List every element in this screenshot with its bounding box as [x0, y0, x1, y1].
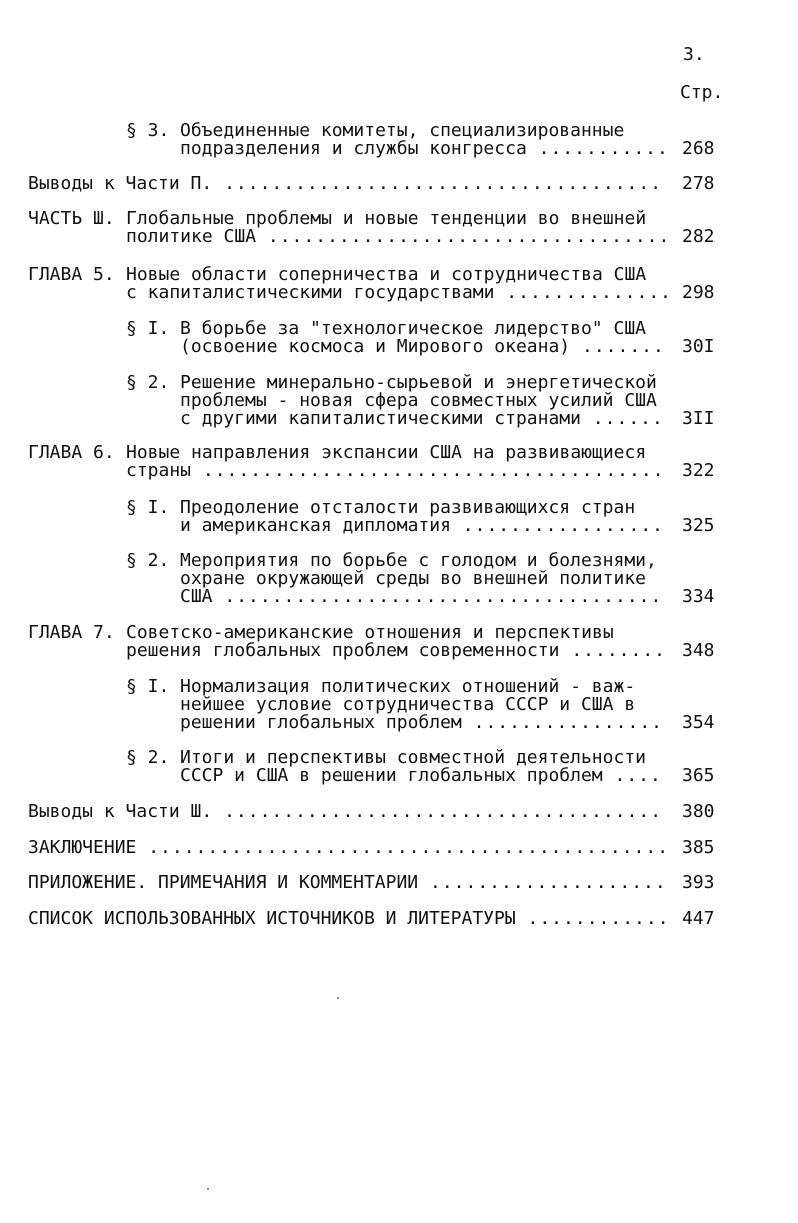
toc-entry-title — [126, 624, 666, 660]
toc-page-number: 334 — [682, 586, 715, 607]
toc-title-text: Советско-американские отношения и перспективы — [126, 622, 614, 643]
toc-title-line — [180, 767, 662, 785]
toc-entry-title — [180, 749, 662, 785]
toc-leader-dots: ................. — [450, 515, 665, 536]
toc-title-text: Новые направления экспансии США на развивающиеся — [126, 442, 647, 463]
toc-title-line — [28, 874, 667, 892]
toc-entry-prefix: ГЛАВА 7. — [28, 622, 115, 643]
toc-leader-dots: ............................................ — [136, 837, 670, 858]
toc-entry-prefix: § 2. — [126, 372, 170, 393]
toc-entry-prefix: § 2. — [126, 747, 170, 768]
toc-title-text: Объединенные комитеты, специализированные — [180, 120, 625, 141]
toc-leader-dots: ....... — [570, 336, 665, 357]
toc-title-text: Мероприятия по борьбе с голодом и болезнями, — [180, 550, 657, 571]
toc-leader-dots: ........ — [559, 640, 667, 661]
toc-page-number: 393 — [682, 872, 715, 893]
toc-page-number: 298 — [682, 282, 715, 303]
toc-title-text: СССР и США в решении глобальных проблем — [180, 765, 603, 786]
toc-entry-prefix: ГЛАВА 5. — [28, 264, 115, 285]
toc-entry-prefix: § 2. — [126, 550, 170, 571]
toc-title-text: Глобальные проблемы и новые тенденции во внешней — [126, 208, 647, 229]
toc-title-line — [180, 338, 665, 356]
toc-title-text: В борьбе за "технологическое лидерство" США — [180, 318, 646, 339]
toc-leader-dots: .................... — [418, 872, 667, 893]
toc-entry-title — [28, 839, 669, 857]
toc-title-line — [180, 140, 669, 158]
toc-leader-dots: ..................................... — [212, 801, 663, 822]
toc-leader-dots: .... — [602, 765, 662, 786]
toc-title-text: ПРИЛОЖЕНИЕ. ПРИМЕЧАНИЯ И КОММЕНТАРИИ — [28, 872, 419, 893]
toc-entry-title — [180, 374, 664, 428]
toc-title-text: Выводы к Части П. — [28, 173, 213, 194]
toc-title-line — [126, 462, 665, 480]
toc-entry-title — [180, 499, 664, 535]
toc-entry-title — [28, 910, 670, 928]
toc-leader-dots: .............. — [494, 282, 673, 303]
toc-title-text: решении глобальных проблем — [180, 712, 462, 733]
toc-title-text: с другими капиталистическими странами — [180, 408, 581, 429]
toc-title-text: подразделения и службы конгресса — [180, 138, 527, 159]
toc-title-text: решения глобальных проблем современности — [126, 640, 560, 661]
toc-title-line — [28, 175, 662, 193]
toc-page-number: 278 — [682, 173, 715, 194]
scan-speck — [337, 997, 339, 999]
toc-leader-dots: ....................................... — [191, 460, 665, 481]
toc-leader-dots: ..................................... — [212, 173, 663, 194]
toc-title-line — [28, 839, 669, 857]
toc-page-number: 385 — [682, 837, 715, 858]
scan-speck — [207, 1188, 209, 1190]
toc-title-text: Решение минерально-сырьевой и энергетической — [180, 372, 657, 393]
toc-title-line — [180, 714, 663, 732]
page-column-header: Стр. — [680, 82, 724, 103]
toc-title-text: с капиталистическими государствами — [126, 282, 495, 303]
toc-title-text: политике США — [126, 226, 257, 247]
toc-page-number: 348 — [682, 640, 715, 661]
toc-page-number: 30I — [682, 336, 715, 357]
toc-leader-dots: ..................................... — [212, 586, 663, 607]
toc-entry-prefix: § 3. — [126, 120, 170, 141]
toc-leader-dots: ................ — [461, 712, 663, 733]
toc-title-text: Новые области соперничества и сотрудничества США — [126, 264, 647, 285]
toc-entry-title — [28, 803, 662, 821]
toc-title-text: проблемы - новая сфера совместных усилий США — [180, 390, 657, 411]
toc-entry-prefix: ГЛАВА 6. — [28, 442, 115, 463]
toc-entry-prefix: § I. — [126, 318, 170, 339]
toc-page-number: 282 — [682, 226, 715, 247]
toc-entry-title — [126, 266, 672, 302]
toc-page-number: 268 — [682, 138, 715, 159]
toc-entry-title — [126, 444, 665, 480]
toc-title-text: (освоение космоса и Мирового океана) — [180, 336, 571, 357]
toc-title-text: СПИСОК ИСПОЛЬЗОВАННЫХ ИСТОЧНИКОВ И ЛИТЕРАТУРЫ — [28, 908, 516, 929]
toc-entry-title — [180, 320, 665, 356]
toc-title-text: ЗАКЛЮЧЕНИЕ — [28, 837, 137, 858]
toc-entry-title — [28, 175, 662, 193]
toc-title-line — [126, 284, 672, 302]
toc-title-text: страны — [126, 460, 192, 481]
toc-title-line — [126, 228, 670, 246]
toc-entry-title — [180, 122, 669, 158]
toc-page-number: 3II — [682, 408, 715, 429]
toc-title-text: охране окружающей среды во внешней политике — [180, 568, 646, 589]
toc-title-line — [28, 803, 662, 821]
toc-title-text: Итоги и перспективы совместной деятельности — [180, 747, 646, 768]
toc-page-number: 365 — [682, 765, 715, 786]
toc-title-line — [180, 410, 664, 428]
toc-title-text: Выводы к Части Ш. — [28, 801, 213, 822]
toc-title-line — [126, 642, 666, 660]
toc-entry-prefix: § I. — [126, 676, 170, 697]
toc-title-text: Нормализация политических отношений - важ- — [180, 676, 636, 697]
toc-entry-prefix: § I. — [126, 497, 170, 518]
toc-page-number: 325 — [682, 515, 715, 536]
toc-title-line — [180, 588, 662, 606]
toc-entry-title — [126, 210, 670, 246]
toc-page-number: 380 — [682, 801, 715, 822]
toc-title-text: и американская дипломатия — [180, 515, 451, 536]
toc-leader-dots: ...... — [580, 408, 664, 429]
toc-entry-title — [180, 552, 662, 606]
toc-entry-prefix: ЧАСТЬ Ш. — [28, 208, 115, 229]
page-number: 3. — [683, 44, 705, 65]
toc-leader-dots: ........... — [526, 138, 669, 159]
toc-entry-title — [28, 874, 667, 892]
toc-leader-dots: ............ — [515, 908, 670, 929]
toc-leader-dots: .................................. — [256, 226, 671, 247]
toc-page-number: 447 — [682, 908, 715, 929]
toc-page-number: 322 — [682, 460, 715, 481]
toc-page-number: 354 — [682, 712, 715, 733]
toc-title-line — [180, 517, 664, 535]
toc-title-text: Преодоление отсталости развивающихся стран — [180, 497, 636, 518]
toc-entry-title — [180, 678, 663, 732]
toc-title-text: США — [180, 586, 213, 607]
toc-title-line — [28, 910, 670, 928]
toc-title-text: нейшее условие сотрудничества СССР и США в — [180, 694, 636, 715]
